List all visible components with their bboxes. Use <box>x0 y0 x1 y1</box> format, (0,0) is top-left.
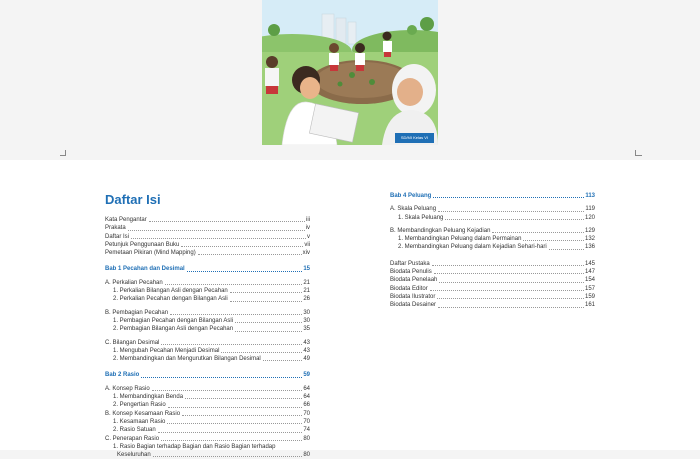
toc-title: Daftar Isi <box>105 192 161 207</box>
toc-left-column <box>105 216 310 459</box>
toc-subsection[interactable]: 1. Kesamaan Rasio 70 <box>113 418 310 425</box>
toc-entry[interactable]: Biodata Penelaah 154 <box>390 277 595 284</box>
cover-artwork <box>262 0 438 145</box>
crop-mark <box>60 155 66 156</box>
toc-subsection[interactable]: 1. Skala Peluang 120 <box>398 214 595 221</box>
toc-right-column <box>390 192 595 310</box>
toc-subsection[interactable]: 1. Rasio Bagian terhadap Bagian dan Rasio Bagian terhadap <box>113 443 276 450</box>
toc-entry[interactable]: Petunjuk Penggunaan Buku vii <box>105 241 310 248</box>
toc-section[interactable]: B. Pembagian Pecahan 30 <box>105 309 310 316</box>
toc-subsection[interactable]: 1. Mengubah Pecahan Menjadi Desimal 43 <box>113 347 310 354</box>
toc-entry[interactable]: Biodata Editor 157 <box>390 285 595 292</box>
cover-badge: SD/MI Kelas VI <box>395 133 434 143</box>
toc-subsection[interactable]: 1. Membandingkan Benda 64 <box>113 394 310 401</box>
toc-entry[interactable]: Biodata Ilustrator 159 <box>390 293 595 300</box>
toc-subsection[interactable]: 2. Pengertian Rasio 66 <box>113 402 310 409</box>
toc-subsection[interactable]: 2. Membandingkan dan Mengurutkan Bilangan Desimal 49 <box>113 356 310 363</box>
toc-chapter[interactable]: Bab 1 Pecahan dan Desimal 15 <box>105 266 310 273</box>
toc-entry[interactable]: Biodata Penulis 147 <box>390 269 595 276</box>
toc-entry[interactable]: Daftar Pustaka 145 <box>390 260 595 267</box>
toc-chapter[interactable]: Bab 4 Peluang 113 <box>390 193 595 199</box>
toc-subsection[interactable]: 2. Pembagian Bilangan Asli dengan Pecahan 35 <box>113 326 310 333</box>
toc-section[interactable]: A. Perkalian Pecahan 21 <box>105 279 310 286</box>
toc-section[interactable]: C. Penerapan Rasio 80 <box>105 435 310 442</box>
toc-section[interactable]: B. Konsep Kesamaan Rasio 70 <box>105 410 310 417</box>
toc-subsection[interactable]: 2. Perkalian Pecahan dengan Bilangan Asli 26 <box>113 296 310 303</box>
toc-chapter[interactable]: Bab 2 Rasio 59 <box>105 372 310 379</box>
toc-entry[interactable]: Prakata iv <box>105 225 310 232</box>
toc-entry[interactable]: Pemetaan Pikiran (Mind Mapping) xiv <box>105 250 310 257</box>
toc-section[interactable]: B. Membandingkan Peluang Kejadian 129 <box>390 227 595 234</box>
toc-entry[interactable]: Biodata Desainer 161 <box>390 302 595 309</box>
toc-section[interactable]: A. Konsep Rasio 64 <box>105 385 310 392</box>
toc-entry[interactable]: Daftar Isi v <box>105 233 310 240</box>
toc-subsection[interactable]: 2. Rasio Satuan 74 <box>113 427 310 434</box>
cover-illustration <box>262 0 438 145</box>
toc-page <box>0 160 700 459</box>
toc-subsection-continued[interactable]: Keseluruhan 80 <box>117 452 310 459</box>
toc-subsection[interactable]: 1. Perkalian Bilangan Asli dengan Pecahan 21 <box>113 288 310 295</box>
crop-mark <box>636 155 642 156</box>
toc-subsection[interactable]: 1. Pembagian Pecahan dengan Bilangan Asli 30 <box>113 317 310 324</box>
toc-subsection[interactable]: 1. Membandingkan Peluang dalam Permainan 132 <box>398 236 595 243</box>
toc-subsection[interactable]: 2. Membandingkan Peluang dalam Kejadian Sehari-hari 136 <box>398 244 595 251</box>
toc-section[interactable]: A. Skala Peluang 119 <box>390 206 595 213</box>
toc-section[interactable]: C. Bilangan Desimal 43 <box>105 339 310 346</box>
toc-entry[interactable]: Kata Pengantar iii <box>105 217 310 223</box>
